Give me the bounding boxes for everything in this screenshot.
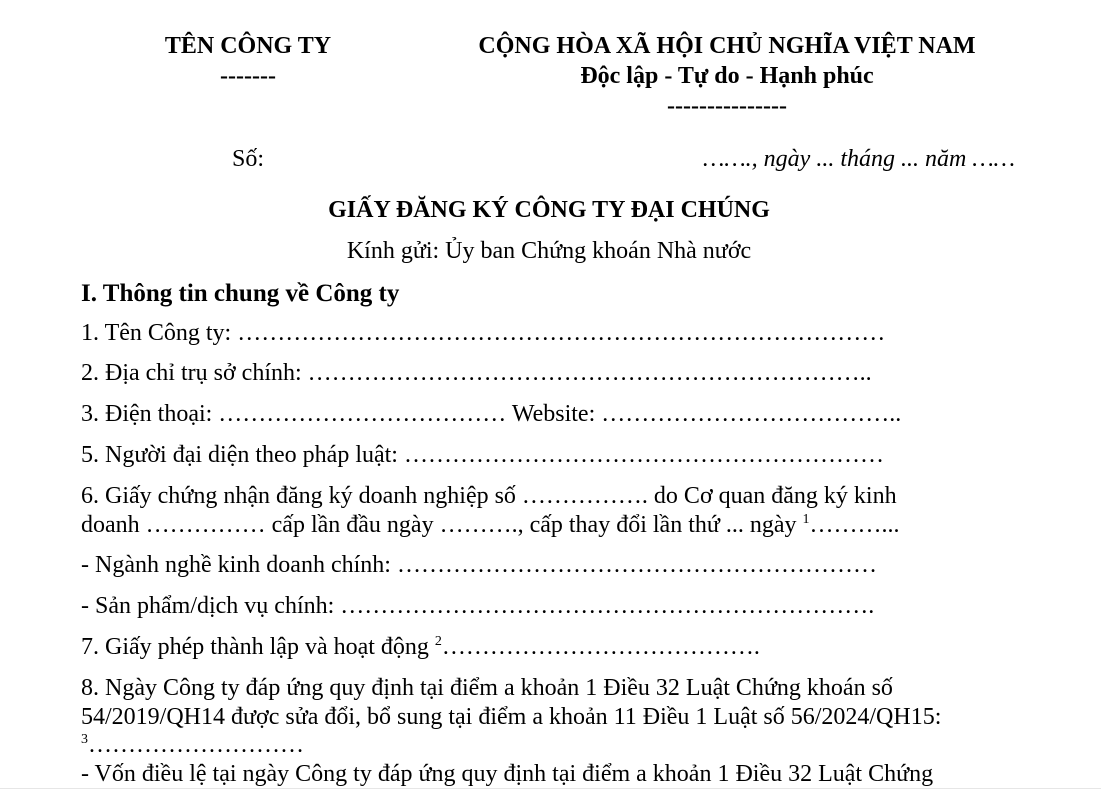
field-legal-representative: 5. Người đại diện theo pháp luật: …………………………………………………… [81,442,884,468]
footnote-ref-3: 3 [81,732,88,747]
motto-rule: --------------- [667,93,787,119]
recipient-line: Kính gửi: Ủy ban Chứng khoán Nhà nước [346,238,752,264]
nation-motto: Độc lập - Tự do - Hạnh phúc [580,63,874,89]
field-license: 7. Giấy phép thành lập và hoạt động $^2$…………………………………. [81,634,760,660]
footnote-ref-1: 1 [802,512,810,527]
field-business-certificate: 6. Giấy chứng nhận đăng ký doanh nghiệp số ……………. do Cơ quan đăng ký kinh [81,483,897,509]
field-head-office: 2. Địa chỉ trụ sở chính: …………………………………………………………….. [81,360,872,386]
company-name: TÊN CÔNG TY [164,33,332,59]
document-title: GIẤY ĐĂNG KÝ CÔNG TY ĐẠI CHÚNG [328,197,770,223]
section-heading: I. Thông tin chung về Công ty [81,280,400,307]
field-main-products: - Sản phẩm/dịch vụ chính: …………………………………………………………. [81,593,875,619]
nation-title: CỘNG HÒA XÃ HỘI CHỦ NGHĨA VIỆT NAM [478,33,976,59]
field-charter-capital: - Vốn điều lệ tại ngày Công ty đáp ứng quy định tại điểm a khoản 1 Điều 32 Luật Chứng [81,761,934,787]
document-date-line: ……., ngày ... tháng ... năm …… [702,146,1015,172]
field-compliance-date-value: $^3$……………………… [81,732,304,758]
document-number-label: Số: [232,146,265,172]
field-business-certificate-cont: doanh …………… cấp lần đầu ngày ………., cấp thay đổi lần thứ ... ngày $^1$………... [81,512,900,538]
footnote-ref-2: 2 [434,634,442,649]
field-phone-website: 3. Điện thoại: ……………………………… Website: ……………………………….. [81,401,902,427]
company-rule: ------- [220,63,276,89]
field-compliance-date-cont: 54/2019/QH14 được sửa đổi, bổ sung tại điểm a khoản 11 Điều 1 Luật số 56/2024/QH15: [81,704,942,730]
field-company-name: 1. Tên Công ty: ……………………………………………………………………… [81,320,886,346]
page-bottom-edge [0,788,1101,789]
field-main-business: - Ngành nghề kinh doanh chính: …………………………………………………… [81,552,877,578]
field-compliance-date: 8. Ngày Công ty đáp ứng quy định tại điểm a khoản 1 Điều 32 Luật Chứng khoán số [81,675,893,701]
